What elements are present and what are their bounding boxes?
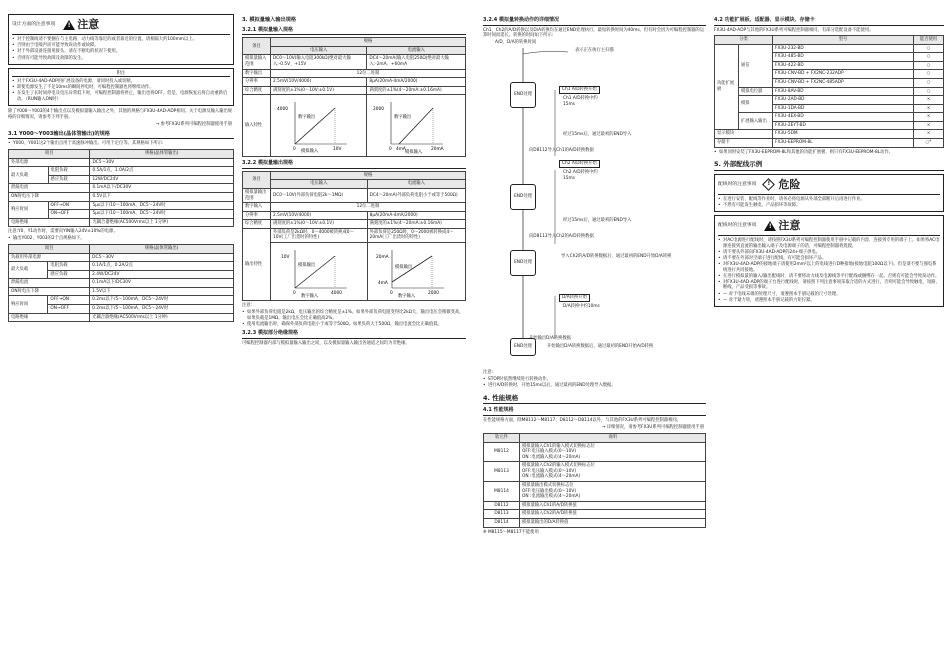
table-row <box>243 95 466 157</box>
section-5-heading: 5. 外部配线示例 <box>714 160 944 170</box>
table-row <box>243 55 466 69</box>
input-characteristic-voltage-graph <box>273 98 353 154</box>
x-tick-label: 20mA <box>431 146 444 152</box>
table-row <box>484 501 706 510</box>
options-paragraph: FX3U-4AD-ADP与其他的FX3U系列可编程控制器相同，有部分选配设备不能使用。 <box>714 27 874 33</box>
table-cell: 5μs以下/10～100mA、DC5～24V时 <box>90 201 234 210</box>
conversion-intro: Ch1、Ch2的A/D转换以及D/A转换均在通过END处理执行，最短转换时间为40ms。但有时会因为可编程控制器的运算时间而延长。转换的时间如下所示: <box>483 27 705 39</box>
table-row <box>484 518 706 527</box>
list-item: • 否则有可能导致故障及故障的发生。 <box>12 56 230 62</box>
table-cell: 分辨率 <box>243 211 271 220</box>
table-cell: 模拟量输出范围 <box>243 188 271 202</box>
caution-word: 注意 <box>778 219 801 233</box>
table-cell: 输入特性 <box>243 95 271 157</box>
table-row <box>243 188 466 202</box>
table-cell: OFF→ON <box>48 296 90 305</box>
table-cell: 0.2ms以下/5～100mA、DC5～24V时 <box>90 296 234 305</box>
column-2 <box>242 14 466 348</box>
transistor-spec-table-2 <box>8 244 234 322</box>
scan-label: 表示正在执行主扫描 <box>575 48 614 54</box>
table-cell: FX3U-422-BD <box>773 61 914 70</box>
y-tick-label: 2000 <box>373 106 385 112</box>
table-cell: 模拟电位器 <box>739 87 773 96</box>
x-tick-label: 4000 <box>331 290 342 296</box>
note-label: 注意: <box>242 303 253 308</box>
analog-output-table <box>242 171 466 301</box>
table-cell: 光耦合器绝缘(AC500Vrms以上 1分钟) <box>90 313 234 322</box>
table-row <box>9 192 234 201</box>
x-tick-label: 2000 <box>427 290 439 296</box>
options-note <box>714 150 944 156</box>
ch1-ad-duration: Ch1 A/D转换中约15ms <box>563 96 598 107</box>
table-header: 软元件 <box>484 433 520 442</box>
options-table <box>714 35 944 148</box>
y2y3-list <box>8 236 234 242</box>
da-trigger-label: 导入Ch2的A/D转换数据后，通过最初的END开始D/A转换 <box>561 254 672 260</box>
table-cell: FX3U-EEPROM-8L <box>773 139 914 148</box>
characteristic-line <box>295 108 335 144</box>
table-cell: D8112 <box>484 501 520 510</box>
table-row <box>243 211 466 220</box>
table-cell: 8μA(20mA-4mA/2000) <box>367 78 466 87</box>
timing-notes <box>483 377 706 389</box>
table-cell: 满刻度的±1%(0～10V:±0.1V) <box>271 86 367 95</box>
input-graph-voltage-cell <box>271 95 367 157</box>
wiring-caution-box <box>714 215 944 307</box>
y-tick-label: 10V <box>281 254 290 260</box>
ch2-ad-start-box: Ch2 A/D转换开始 <box>559 160 600 168</box>
da-after-label: 开始输出D/A转换数据后，通过最初的END开始A/D转换 <box>547 344 654 350</box>
table-header: 能否使用 <box>914 36 944 45</box>
end-process-box: END处理 <box>510 250 536 276</box>
table-cell: DC5～30V <box>90 158 234 167</box>
table-cell: 2.4W/DC24V <box>90 270 234 279</box>
da-duration: D/A转换中约10ms <box>563 304 600 310</box>
table-cell: 模拟量输出模式切换标志位 OFF:电压输出模式(0～10V) ON :电流输出模式(4～20mA) <box>520 482 706 502</box>
table-row <box>9 279 234 288</box>
wiring-caution-label: 配线时的注意事项 <box>718 223 757 229</box>
x-origin-label: 0 <box>389 146 393 152</box>
table-cell: 模拟 <box>739 96 773 113</box>
table-cell: × <box>914 104 944 113</box>
da-start-box: D/A转换开始 <box>559 294 590 302</box>
caution-sign <box>764 219 800 233</box>
design-caution-label: 设计方面的注意事项 <box>12 22 56 28</box>
table-cell: 扩展输入输出 <box>739 113 773 130</box>
list-item: • 即使电源发生了不足10ms的瞬间停电时，可编程控制器也将继续动作。 <box>12 85 230 91</box>
table-cell: ○ <box>914 70 944 79</box>
table-cell: 分辨率 <box>243 78 271 87</box>
section-4-1-heading: 4.1 性能规格 <box>483 407 706 416</box>
table-header: 电流输入 <box>367 180 465 189</box>
table-cell: 12位二进制 <box>271 203 466 212</box>
ch1-after-label: 经过15ms后，通过最初的END导入 <box>563 132 632 138</box>
section-3-2-1-heading: 3.2.1 模拟量输入规格 <box>242 27 466 36</box>
y-tick-label: 4mA <box>377 280 388 286</box>
table-header: 电流输入 <box>367 46 466 55</box>
end-process-box: END处理 <box>510 338 536 356</box>
table-cell: ○ <box>914 87 944 96</box>
output-graph-current-cell <box>367 243 465 301</box>
table-cell: 响应时间 <box>9 201 49 218</box>
device-table <box>483 433 706 528</box>
table-cell: 输出特性 <box>243 228 271 300</box>
output-characteristic-current-graph <box>370 246 450 298</box>
table-cell: DC0～10V(输入电阻300kΩ)绝对最大输入:-0.5V、+15V <box>271 55 367 69</box>
table-cell: × <box>914 130 944 139</box>
list-item: • 在进行安装、配线等作业时，请务必将电源从外部全部断开后再进行作业。 <box>718 197 940 203</box>
table-row <box>9 296 234 305</box>
table-cell: 模拟量输入Ch1的输入模式切换标志位 OFF:电压输入模式(0～10V) ON :电流输入模式(4～20mA) <box>520 442 706 462</box>
table-cell: M8114 <box>484 482 520 502</box>
table-row <box>715 130 944 139</box>
y-axis-label: 模拟输出 <box>394 264 412 270</box>
table-cell: 2.5mV(10V/4000) <box>271 78 367 87</box>
table-row <box>243 69 466 78</box>
x-axis-label: 数字输入 <box>397 293 415 298</box>
table-header: 电压输入 <box>271 180 368 189</box>
list-item: • 对于FX3U-4AD-ADP用扩展设备的电源，请同时投入或切断。 <box>12 79 230 85</box>
table-header: 电压输入 <box>271 46 367 55</box>
x-origin-label: 0 <box>293 290 296 296</box>
section-3-1-heading: 3.1 Y000～Y003输出(晶体管输出)的规格 <box>8 131 234 140</box>
table-cell: DC4～20mA(输入电阻250Ω)绝对最大输入:-2mA、+60mA <box>367 55 466 69</box>
y-tick-label: 4000 <box>277 106 288 112</box>
section-3-2-4-heading: 3.2.4 模拟量转换动作的详细情况 <box>483 17 706 26</box>
warning-triangle-icon <box>63 20 75 30</box>
s31-list <box>8 141 234 147</box>
intro-paragraph: 除了Y000～Y003的4个输出点以及模拟量输入输出之外，其他的规格与FX3U-4AD-ADP相同。关于电源及输入输出规格的详细情况，请参考下列手册。 <box>8 109 233 120</box>
table-row <box>9 313 234 322</box>
section-4-heading: 4. 性能规格 <box>483 394 706 404</box>
table-cell: 泄漏电流 <box>9 184 90 193</box>
table-cell: 综合精度 <box>243 86 271 95</box>
table-header: 型号 <box>773 36 914 45</box>
table-row <box>243 86 466 95</box>
table-row <box>715 87 944 96</box>
table-row <box>243 228 466 242</box>
characteristic-line <box>399 108 433 144</box>
list-item: • 不然有可能发生触电、产品损坏等故障。 <box>718 203 940 209</box>
table-cell: 模拟量输出的D/A转换值 <box>520 518 706 527</box>
x-axis-label: 数字输入 <box>301 293 319 298</box>
table-cell: 最大负载 <box>9 262 48 279</box>
danger-sign <box>764 178 800 192</box>
x-tick-label: 4mA <box>396 146 407 152</box>
d8113-label: 向D8113导入Ch2的A/D转换数据 <box>529 234 594 240</box>
list-item: • 使用电流输出时，确保外部负荷电阻小于或等于500Ω。如果负荷大于500Ω，输出电流会比正确值低。 <box>242 322 466 328</box>
table-header: 项目 <box>9 244 90 253</box>
column-1 <box>8 14 234 324</box>
input-characteristic-current-graph <box>369 98 449 154</box>
table-cell: × <box>914 113 944 122</box>
note-label: 注意: <box>483 370 494 376</box>
table-cell: 外部负荷是250Ω时，0～2000被转换成4～20mA(工厂出货时的特性) <box>367 228 465 242</box>
danger-header <box>718 177 940 195</box>
wiring-caution-list <box>718 238 940 303</box>
note-box <box>8 68 234 106</box>
table-header: 项目 <box>9 150 90 159</box>
table-cell: 满刻度的±1%(4～20mA:±0.16mA) <box>367 86 466 95</box>
table-cell: DC4～20mA(外部负荷电阻小于或等于500Ω) <box>367 188 465 202</box>
table-cell: 感应负载 <box>48 270 90 279</box>
table-row <box>484 462 706 482</box>
yin-note: 注意:Y0、Y1动作时，需要向YIN输入24V±10%的电源。 <box>8 229 118 235</box>
table-cell: 负载用外部电源 <box>9 253 90 262</box>
list-item: • 在发生了长时间停电及电压异常低下时，可编程控制器将停止，输出也将OFF。但是，电源恢复后将自动重新启动。（RUN输入ON时） <box>12 91 230 102</box>
section-3-2-heading: 3. 模拟量输入输出规格 <box>242 17 297 23</box>
transistor-spec-table-1 <box>8 149 234 227</box>
design-caution-list <box>12 37 230 61</box>
table-cell: 显示模块 <box>715 130 773 139</box>
table-cell: 电路绝缘 <box>9 313 90 322</box>
danger-word: 危险 <box>778 177 801 191</box>
y-axis-label: 数字输出 <box>394 114 412 120</box>
column-3 <box>483 14 706 537</box>
table-cell: FX3U-CNV-BD + FX2NC-232ADP <box>773 70 914 79</box>
analog-input-table <box>242 37 466 157</box>
caution-sign <box>63 18 99 32</box>
table-cell: ○* <box>914 139 944 148</box>
table-row <box>9 167 234 176</box>
characteristic-line <box>295 256 335 288</box>
output-graph-voltage-cell <box>271 243 368 301</box>
list-item: • 在进行模拟量的输入/输出配线时，请不要将动力线及电源线等平行配线或捆绑在一起。否则有可能会导致误动作。 <box>718 274 940 280</box>
table-cell: 模拟量输入Ch2的输入模式切换标志位 OFF:电压输入模式(0～10V) ON :电流输入模式(4～20mA) <box>520 462 706 482</box>
table-cell: 8μA(20mA-4mA/2000) <box>367 211 465 220</box>
table-cell: 0.5V以下 <box>90 192 234 201</box>
table-cell: 12W/DC24V <box>90 175 234 184</box>
ch2-after-label: 经过15ms后，通过最初的END导入 <box>563 218 632 224</box>
table-cell: 1.5V以下 <box>90 287 234 296</box>
table-cell: 光耦合器绝缘(AC500Vrms以上 1分钟) <box>90 218 234 227</box>
x-origin-label: 0 <box>293 146 296 152</box>
section-3-2-2-heading: 3.2.2 模拟量输出规格 <box>242 160 466 169</box>
table-row <box>9 287 234 296</box>
column-4 <box>714 14 944 310</box>
table-cell: FX3U-8AV-BD <box>773 87 914 96</box>
table-cell: 0.1A/1点，0.2A/2点 <box>90 262 234 271</box>
table-row <box>243 243 466 301</box>
list-item: • 如果同时安装了FX3U-EEPROM-8L和其他的功能扩展板，则只有FX3U-EEPROM-8L动作。 <box>714 150 944 156</box>
table-header: 规格(晶体管输出) <box>90 150 234 159</box>
x-tick-label: 10V <box>333 146 342 152</box>
table-cell: 5μs以下/10～100mA、DC5～24V时 <box>90 210 234 219</box>
da-output-label: 开始输出D/A转换数据 <box>529 336 572 342</box>
list-item: • Y000、Y001这2个输出点用于高速脉冲输出。可用于定位等。其规格如下所示: <box>8 141 234 147</box>
design-caution-box <box>8 14 234 65</box>
table-header: 条目 <box>243 171 271 188</box>
table-row <box>9 218 234 227</box>
wiring-caution-header <box>718 218 940 236</box>
table-cell: ○ <box>914 53 944 62</box>
table-cell: 12位二进制 <box>271 69 466 78</box>
list-item: • 对AC电源进行配线时，请按照FX3U系列可编程控制器使用手册中记载的内容，连接到专用的端子上。如果将AC电源连接到直流的输出输入端子及电源端子的话，可编程控制器将烧毁。 <box>718 238 940 249</box>
d8112-label: 向D8112导入Ch1的A/D转换数据 <box>529 148 594 154</box>
note-title: 附注 <box>12 71 230 78</box>
table-cell: 外部电源 <box>9 158 90 167</box>
table-row <box>243 78 466 87</box>
table-cell: D8113 <box>484 510 520 519</box>
table-cell: 数字输出 <box>243 69 271 78</box>
table-cell: × <box>914 121 944 130</box>
table-cell: DC5～30V <box>90 253 234 262</box>
table-cell: M8112 <box>484 442 520 462</box>
table-cell: ON时电压下降 <box>9 287 90 296</box>
end-process-box: END处理 <box>510 82 536 108</box>
table-row <box>715 113 944 122</box>
table-cell: ○ <box>914 78 944 87</box>
table-row <box>9 201 234 210</box>
list-item: • 否则由于电噪声而可能导致误动作或故障。 <box>12 43 230 49</box>
danger-diamond-icon <box>763 178 776 191</box>
table-cell: 电阻负载 <box>48 167 90 176</box>
table-cell: × <box>914 96 944 105</box>
table-cell: 满刻度的±1%(0～10V:±0.1V) <box>271 220 368 229</box>
output-notes <box>242 310 466 327</box>
table-cell: FX3U-2AD-BD <box>773 96 914 105</box>
y-axis-label: 数字输出 <box>298 114 316 120</box>
performance-paragraph: 在性能规格方面，除M8112～M8117、D8112～D8114以外，与其他的FX3U系列可编程控制器相同。 <box>483 417 681 423</box>
table-cell: ○ <box>914 61 944 70</box>
table-row <box>243 203 466 212</box>
table-cell: 0.1mA以下/DC30V <box>90 279 234 288</box>
table-header: 规格 <box>271 171 466 180</box>
caution-word: 注意 <box>77 18 100 31</box>
table-row <box>484 482 706 502</box>
table-cell: 感应负载 <box>48 175 90 184</box>
list-item: • STOP时依然继续进行转换动作。 <box>483 377 706 383</box>
table-cell: DC0～10V(外部负荷电阻2k～1MΩ) <box>271 188 368 202</box>
table-cell: M8113 <box>484 462 520 482</box>
x-axis-label: 模拟输入 <box>301 148 319 154</box>
warning-triangle-icon <box>764 221 776 231</box>
device-footnote: ※ M8115～M8117不能使用 <box>483 529 539 535</box>
y-axis-label: 模拟输出 <box>298 262 316 268</box>
table-row <box>9 184 234 193</box>
table-cell: 模拟量输入范围 <box>243 55 271 69</box>
table-cell: FX3U-CNV-BD + FX2NC-485ADP <box>773 78 914 87</box>
section-4-2-heading: 4.2 功能扩展板、适配器、显示模块、存储卡 <box>714 17 944 26</box>
ch1-ad-start-box: Ch1 A/D转换开始 <box>559 86 600 94</box>
table-header: 分类 <box>715 36 773 45</box>
table-header: 规格 <box>271 38 466 47</box>
table-row <box>9 158 234 167</box>
list-item: • 对于控制线请不要捆在与主电路、动力线等靠近的或者靠近的位置。请相隔大约100mm以上。 <box>12 37 230 43</box>
table-cell: ON时电压下降 <box>9 192 90 201</box>
table-cell: 通信 <box>739 44 773 87</box>
table-cell: D8114 <box>484 518 520 527</box>
table-row <box>715 44 944 53</box>
table-cell: FX3U-232-BD <box>773 44 914 53</box>
list-item: • 对FX3U-4AD-ADP的端子台进行配线时，请按照下列注意事项采取合适的方式进行。否则可能会导致触电、短路、断线、产品受损等事故。 <box>718 280 940 291</box>
table-row <box>715 139 944 148</box>
table-row <box>484 510 706 519</box>
table-cell: FX3U-4EX-BD <box>773 113 914 122</box>
table-cell: 外部负荷是2kΩ时，0～4000被转换成0～10V(工厂出货时的特性) <box>271 228 368 242</box>
table-cell: 满刻度的±1%(4～20mA:±0.16mA) <box>367 220 465 229</box>
list-item: • 输出Y002、Y003的2个点规格如下。 <box>8 236 234 242</box>
table-cell: 2.5mV(10V/4000) <box>271 211 368 220</box>
note-list <box>12 79 230 102</box>
scan-pointer <box>523 51 568 54</box>
table-cell: 功能扩展板 <box>715 44 739 130</box>
table-row <box>715 96 944 105</box>
table-cell: 电路绝缘 <box>9 218 90 227</box>
danger-list <box>718 197 940 209</box>
list-item: • — 对于紧力矩，请遵照本手册记载的力矩拧紧。 <box>718 298 940 304</box>
table-cell: 存储卡 <box>715 139 773 148</box>
table-header: 条目 <box>243 38 271 55</box>
table-cell: 最大负载 <box>9 167 49 184</box>
table-cell: FX3U-2EYT-BD <box>773 121 914 130</box>
table-cell: 0.5A/1点，1.0A/2点 <box>90 167 234 176</box>
list-item: • 请不要在外部对空端子进行配线。有可能会损坏产品。 <box>718 256 940 262</box>
table-cell: OFF→ON <box>48 201 90 210</box>
design-caution-header <box>12 17 230 35</box>
danger-box <box>714 174 944 212</box>
table-cell: 0.1mA以下/DC30V <box>90 184 234 193</box>
output-characteristic-voltage-graph <box>273 246 353 298</box>
x-origin-label: 0 <box>389 290 393 296</box>
table-cell: 泄漏电流 <box>9 279 90 288</box>
list-item: • 如果外部负荷电阻是2kΩ，电压输出的综合精度是±1%。如果外部负荷电阻变得比2kΩ大，输出电压会稍微变高，如果负载是1MΩ，输出电压会比正确值高2%。 <box>242 310 466 321</box>
list-item: • 对FX3U-4AD-ADP的接地端子请使用2mm²以上的电线进行D种接地(接地电阻100Ω以下)。但是请不要与强电系统进行共同接地。 <box>718 262 940 273</box>
timeline-label: A/D、D/A的转换时间 <box>495 40 537 46</box>
table-cell: 响应时间 <box>9 296 48 313</box>
table-cell: FX3U-1DA-BD <box>773 104 914 113</box>
table-cell: FX3U-5DM <box>773 130 914 139</box>
table-row <box>9 262 234 271</box>
table-cell: ○ <box>914 44 944 53</box>
danger-label: 配线时的注意事项 <box>718 181 757 187</box>
ch2-ad-duration: Ch2 A/D转换中约15ms <box>563 170 598 181</box>
input-graph-current-cell <box>367 95 466 157</box>
table-cell: 电阻负载 <box>48 262 90 271</box>
list-item: • 对于外部设备连接用接头，请在不断电的状况下使用。 <box>12 49 230 55</box>
table-cell: FX3U-485-BD <box>773 53 914 62</box>
table-row <box>9 253 234 262</box>
table-header: 规格(晶体管输出) <box>90 244 234 253</box>
table-cell: ON→OFF <box>48 210 90 219</box>
section-3-2-3-heading: 3.2.3 模拟部分绝缘规格 <box>242 330 466 339</box>
list-item: • 请不要从外部向FX3U-4AD-ADP的24+端子供电。 <box>718 250 940 256</box>
isolation-paragraph: 可编程控制器内部与模拟量输入输出之间，以及模拟量输入输出各通道之间均为非绝缘。 <box>242 340 410 346</box>
list-item: • — 对于电线末端的处理尺寸，请遵照本手册记载的尺寸处理。 <box>718 292 940 298</box>
list-item: • 进行A/D转换时，开始15ms以后，通过最初的END处理导入数据。 <box>483 383 706 389</box>
table-cell: 0.2ms以下/5～100mA、DC5～24V时 <box>90 304 234 313</box>
x-axis-label: 模拟输入 <box>405 149 423 154</box>
table-row <box>484 442 706 462</box>
conversion-timing-diagram <box>483 40 706 358</box>
y-tick-label: 20mA <box>375 254 389 260</box>
table-cell: ON→OFF <box>48 304 90 313</box>
table-row <box>243 220 466 229</box>
reference-link[interactable]: → 详细情况，请参考FX3U系列可编程控制器使用手册 <box>601 425 704 431</box>
end-process-box: END处理 <box>510 184 536 210</box>
table-cell: 模拟量输入Ch1的A/D转换值 <box>520 501 706 510</box>
reference-link[interactable]: → 参考FX3U系列可编程控制器使用手册 <box>155 122 232 128</box>
table-cell: 模拟量输入Ch2的A/D转换值 <box>520 510 706 519</box>
table-cell: 综合精度 <box>243 220 271 229</box>
table-header: 说明 <box>520 433 706 442</box>
table-cell: 数字输入 <box>243 203 271 212</box>
